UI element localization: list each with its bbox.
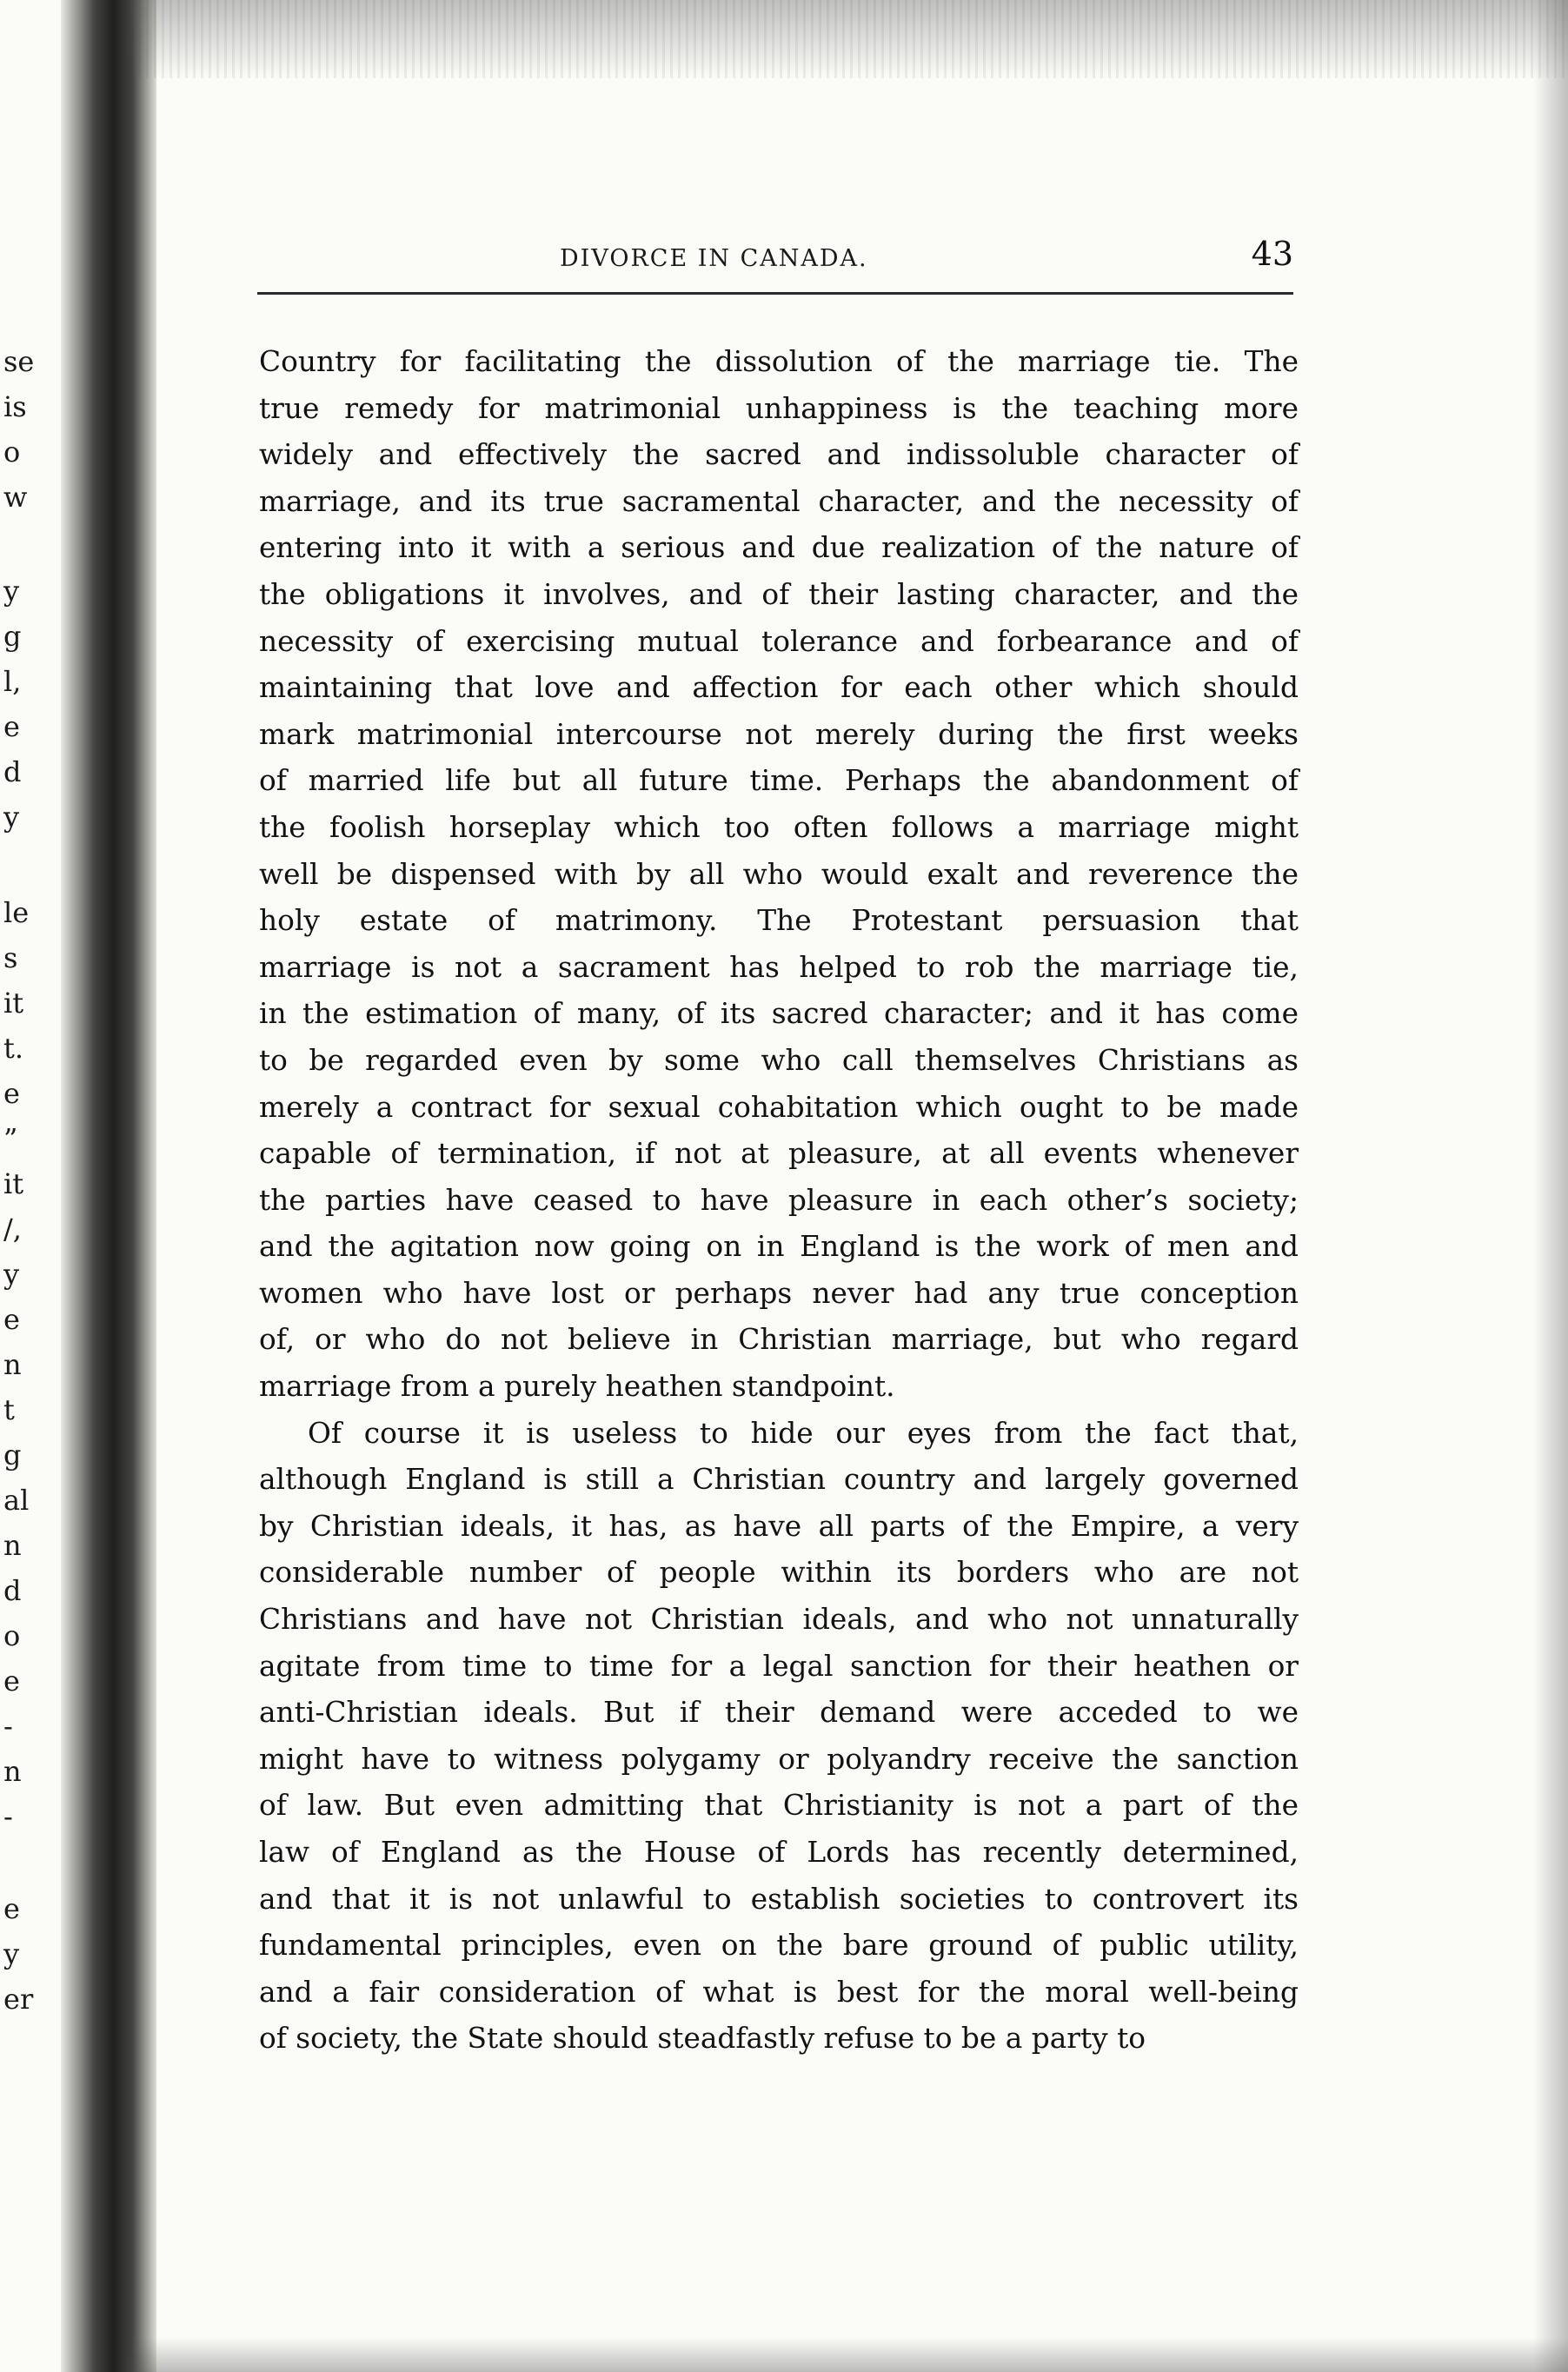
text-line: although England is still a Christian country and largely governed [259, 1463, 1299, 1497]
margin-fragment: it [3, 1167, 24, 1200]
margin-fragment: o [3, 1619, 21, 1652]
margin-fragment: t [3, 1393, 15, 1426]
margin-fragment: /, [3, 1213, 22, 1246]
text-line: true remedy for matrimonial unhappiness is the teaching more [259, 391, 1299, 425]
text-line: of society, the State should steadfastly refuse to be a party to [259, 2022, 1146, 2056]
margin-fragment: is [3, 390, 27, 423]
text-line: the obligations it involves, and of their lasting character, and the [259, 577, 1299, 611]
text-line: and the agitation now going on in England is the work of men and [259, 1230, 1299, 1264]
text-line: widely and effectively the sacred and indissoluble character of [259, 438, 1299, 472]
text-line: and a fair consideration of what is best for the moral well-being [259, 1975, 1299, 2009]
scan-noise-top [130, 0, 1568, 78]
text-line: law of England as the House of Lords has recently determined, [259, 1836, 1299, 1869]
margin-fragment: er [3, 1983, 34, 2016]
text-line: in the estimation of many, of its sacred character; and it has come [259, 997, 1299, 1031]
margin-fragment: se [3, 345, 35, 378]
running-header [259, 235, 1293, 278]
text-line: by Christian ideals, it has, as have all parts of the Empire, a very [259, 1509, 1299, 1543]
margin-fragment: e [3, 1303, 20, 1336]
text-line: Country for facilitating the dissolution of the marriage tie. The [259, 345, 1299, 378]
margin-fragment: le [3, 896, 30, 929]
margin-fragment: n [3, 1348, 22, 1381]
text-line: Christians and have not Christian ideals, and who not unnaturally [259, 1603, 1299, 1637]
margin-fragment: - [3, 1710, 13, 1743]
margin-fragment: y [3, 575, 20, 608]
margin-fragment: y [3, 1258, 20, 1291]
text-line: of married life but all future time. Perhaps the abandonment of [259, 764, 1299, 798]
page-number: 43 [1251, 235, 1293, 273]
text-line: well be dispensed with by all who would exalt and reverence the [259, 857, 1299, 891]
margin-fragment: g [3, 620, 22, 653]
text-line: anti-Christian ideals. But if their demand were acceded to we [259, 1696, 1299, 1730]
running-title: DIVORCE IN CANADA. [560, 245, 868, 272]
text-line: capable of termination, if not at pleasure, at all events whenever [259, 1137, 1299, 1171]
header-rule [257, 292, 1293, 295]
text-line: marriage from a purely heathen standpoint. [259, 1370, 895, 1404]
text-line: to be regarded even by some who call themselves Christians as [259, 1043, 1299, 1077]
margin-fragment: d [3, 1574, 22, 1607]
margin-fragment: y [3, 1937, 20, 1970]
binding-shadow [61, 0, 156, 2372]
margin-fragment: e [3, 710, 20, 743]
text-line: of law. But even admitting that Christianity is not a part of the [259, 1789, 1299, 1823]
margin-fragment: g [3, 1438, 22, 1472]
margin-fragment: - [3, 1800, 13, 1833]
margin-fragment: y [3, 801, 20, 834]
margin-fragment: w [3, 481, 28, 514]
text-line: the foolish horseplay which too often follows a marriage might [259, 810, 1299, 844]
text-line: agitate from time to time for a legal sanction for their heathen or [259, 1649, 1299, 1683]
scan-edge-right [1533, 0, 1568, 2372]
text-line: fundamental principles, even on the bare ground of public utility, [259, 1929, 1299, 1963]
body-text [259, 339, 1299, 2063]
text-line: and that it is not unlawful to establish societies to controvert its [259, 1882, 1299, 1916]
margin-fragment: it [3, 987, 24, 1020]
paragraph [259, 339, 1299, 1411]
text-line: holy estate of matrimony. The Protestant persuasion that [259, 904, 1299, 938]
text-line: necessity of exercising mutual tolerance and forbearance and of [259, 624, 1299, 658]
margin-fragment: e [3, 1077, 20, 1110]
margin-fragment: e [3, 1892, 20, 1925]
margin-fragment: l, [3, 665, 22, 698]
margin-fragment: d [3, 755, 22, 788]
text-line: women who have lost or perhaps never had any true conception [259, 1276, 1299, 1310]
text-line: of, or who do not believe in Christian marriage, but who regard [259, 1323, 1299, 1357]
margin-fragment: n [3, 1755, 22, 1788]
text-line: marriage, and its true sacramental character, and the necessity of [259, 484, 1299, 518]
margin-fragment: n [3, 1529, 22, 1562]
text-line: Of course it is useless to hide our eyes from the fact that, [308, 1416, 1299, 1450]
text-line: entering into it with a serious and due realization of the nature of [259, 531, 1299, 565]
margin-fragment: t. [3, 1032, 24, 1065]
margin-fragment: o [3, 435, 21, 468]
margin-fragment: ” [3, 1122, 18, 1155]
text-line: maintaining that love and affection for each other which should [259, 671, 1299, 705]
opposite-page-fragments [0, 0, 59, 2372]
margin-fragment: al [3, 1484, 30, 1517]
text-line: marriage is not a sacrament has helped to rob the marriage tie, [259, 950, 1299, 984]
text-line: the parties have ceased to have pleasure in each other’s society; [259, 1183, 1299, 1217]
paragraph [259, 1411, 1299, 2063]
text-line: mark matrimonial intercourse not merely during the first weeks [259, 717, 1299, 751]
margin-fragment: e [3, 1664, 20, 1698]
text-line: considerable number of people within its borders who are not [259, 1556, 1299, 1590]
margin-fragment: s [3, 941, 18, 974]
text-line: might have to witness polygamy or polyandry receive the sanction [259, 1742, 1299, 1776]
text-line: merely a contract for sexual cohabitation which ought to be made [259, 1090, 1299, 1124]
scan-noise-bottom [130, 2337, 1568, 2372]
